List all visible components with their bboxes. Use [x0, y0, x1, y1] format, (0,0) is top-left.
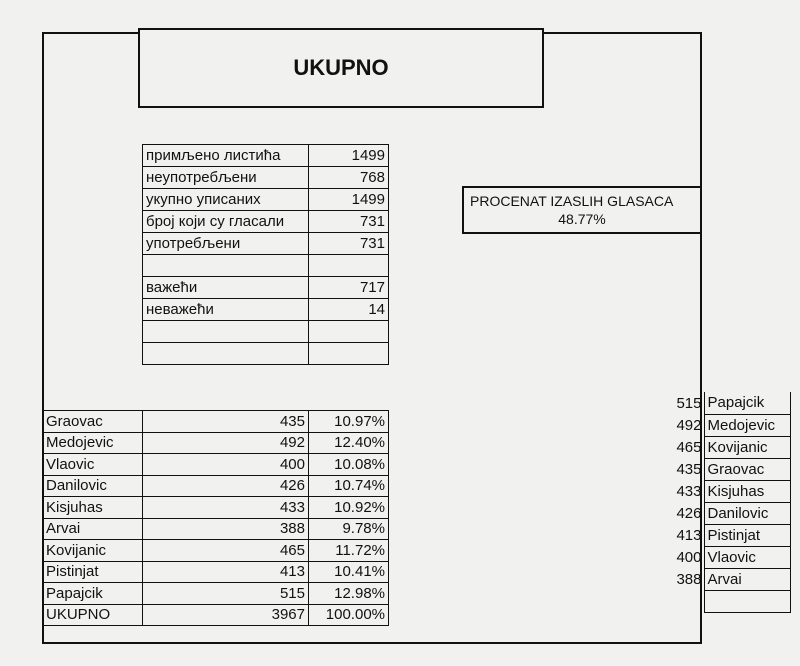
candidate-name: Kovijanic [43, 540, 143, 562]
stats-row [143, 255, 389, 277]
candidate-percent: 11.72% [309, 540, 389, 562]
turnout-value: 48.77% [558, 211, 606, 227]
candidate-name: Pistinjat [43, 561, 143, 583]
candidate-row [43, 497, 389, 519]
ranking-row [664, 524, 790, 546]
candidate-votes: 492 [143, 432, 309, 454]
ranking-name: Pistinjat [704, 524, 790, 546]
ranking-votes: 435 [676, 460, 702, 478]
candidate-votes: 3967 [143, 604, 309, 626]
candidate-votes: 435 [143, 411, 309, 433]
ranking-row [664, 590, 790, 612]
candidate-name: Vlaovic [43, 454, 143, 476]
turnout-box [462, 186, 702, 234]
stats-row [143, 299, 389, 321]
candidate-row [43, 518, 389, 540]
candidate-votes: 400 [143, 454, 309, 476]
candidate-row [43, 432, 389, 454]
candidate-votes: 433 [143, 497, 309, 519]
stats-row [143, 211, 389, 233]
stats-row [143, 343, 389, 365]
stats-row [143, 321, 389, 343]
stats-label: неважећи [143, 299, 309, 321]
ranking-votes: 400 [676, 548, 702, 566]
ranking-votes: 426 [676, 504, 702, 522]
stats-value: 14 [309, 299, 389, 321]
candidate-percent: 10.08% [309, 454, 389, 476]
candidate-row [43, 454, 389, 476]
ranking-votes: 388 [676, 570, 702, 588]
candidate-name: Kisjuhas [43, 497, 143, 519]
candidate-votes: 515 [143, 583, 309, 605]
stats-value [309, 321, 389, 343]
ranking-votes: 492 [676, 416, 702, 434]
stats-value: 768 [309, 167, 389, 189]
stats-value: 1499 [309, 189, 389, 211]
candidate-percent: 12.98% [309, 583, 389, 605]
stats-value [309, 255, 389, 277]
stats-label [143, 255, 309, 277]
stats-label [143, 321, 309, 343]
candidate-name: Arvai [43, 518, 143, 540]
candidate-percent: 100.00% [309, 604, 389, 626]
stats-label: укупно уписаних [143, 189, 309, 211]
turnout-label: PROCENAT IZASLIH GLASACA [470, 193, 674, 209]
candidate-percent: 12.40% [309, 432, 389, 454]
candidate-row [43, 561, 389, 583]
stats-value: 731 [309, 211, 389, 233]
ranking-row [664, 392, 790, 414]
stats-row [143, 145, 389, 167]
ranking-row [664, 546, 790, 568]
page-title: UKUPNO [138, 28, 544, 108]
stats-row [143, 167, 389, 189]
candidate-percent: 10.92% [309, 497, 389, 519]
ranking-name [704, 590, 790, 612]
ranking-row [664, 436, 790, 458]
candidate-row [43, 411, 389, 433]
candidate-row [43, 475, 389, 497]
stats-label: примљено листића [143, 145, 309, 167]
candidate-votes: 388 [143, 518, 309, 540]
ranking-votes: 433 [676, 482, 702, 500]
stats-value: 1499 [309, 145, 389, 167]
candidate-name: UKUPNO [43, 604, 143, 626]
ranking-name: Kovijanic [704, 436, 790, 458]
ranking-votes: 515 [676, 394, 702, 412]
candidates-table [42, 410, 389, 626]
ranking-name: Papajcik [704, 392, 790, 414]
ranking-votes: 413 [676, 526, 702, 544]
stats-label: број који су гласали [143, 211, 309, 233]
candidate-name: Danilovic [43, 475, 143, 497]
candidate-row [43, 583, 389, 605]
candidate-name: Graovac [43, 411, 143, 433]
stats-label: важећи [143, 277, 309, 299]
ranking-row [664, 458, 790, 480]
candidate-votes: 465 [143, 540, 309, 562]
stats-value [309, 343, 389, 365]
candidate-row [43, 604, 389, 626]
stats-value: 731 [309, 233, 389, 255]
ranking-row [664, 414, 790, 436]
candidate-name: Papajcik [43, 583, 143, 605]
ranking-row [664, 480, 790, 502]
ranking-votes [664, 590, 704, 612]
ranking-name: Vlaovic [704, 546, 790, 568]
stats-label: употребљени [143, 233, 309, 255]
candidate-name: Medojevic [43, 432, 143, 454]
ranking-row [664, 568, 790, 590]
ranking-name: Kisjuhas [704, 480, 790, 502]
stats-row [143, 277, 389, 299]
ballot-stats-table [142, 144, 389, 365]
stats-label [143, 343, 309, 365]
candidate-percent: 9.78% [309, 518, 389, 540]
candidate-votes: 413 [143, 561, 309, 583]
ranking-row [664, 502, 790, 524]
candidate-votes: 426 [143, 475, 309, 497]
candidate-row [43, 540, 389, 562]
ranking-name: Danilovic [704, 502, 790, 524]
stats-label: неупотребљени [143, 167, 309, 189]
candidate-percent: 10.97% [309, 411, 389, 433]
ranking-votes: 465 [676, 438, 702, 456]
candidate-percent: 10.41% [309, 561, 389, 583]
stats-row [143, 233, 389, 255]
stats-value: 717 [309, 277, 389, 299]
ranking-name: Graovac [704, 458, 790, 480]
ranking-name: Arvai [704, 568, 790, 590]
ranking-table [664, 392, 791, 613]
ranking-name: Medojevic [704, 414, 790, 436]
stats-row [143, 189, 389, 211]
candidate-percent: 10.74% [309, 475, 389, 497]
